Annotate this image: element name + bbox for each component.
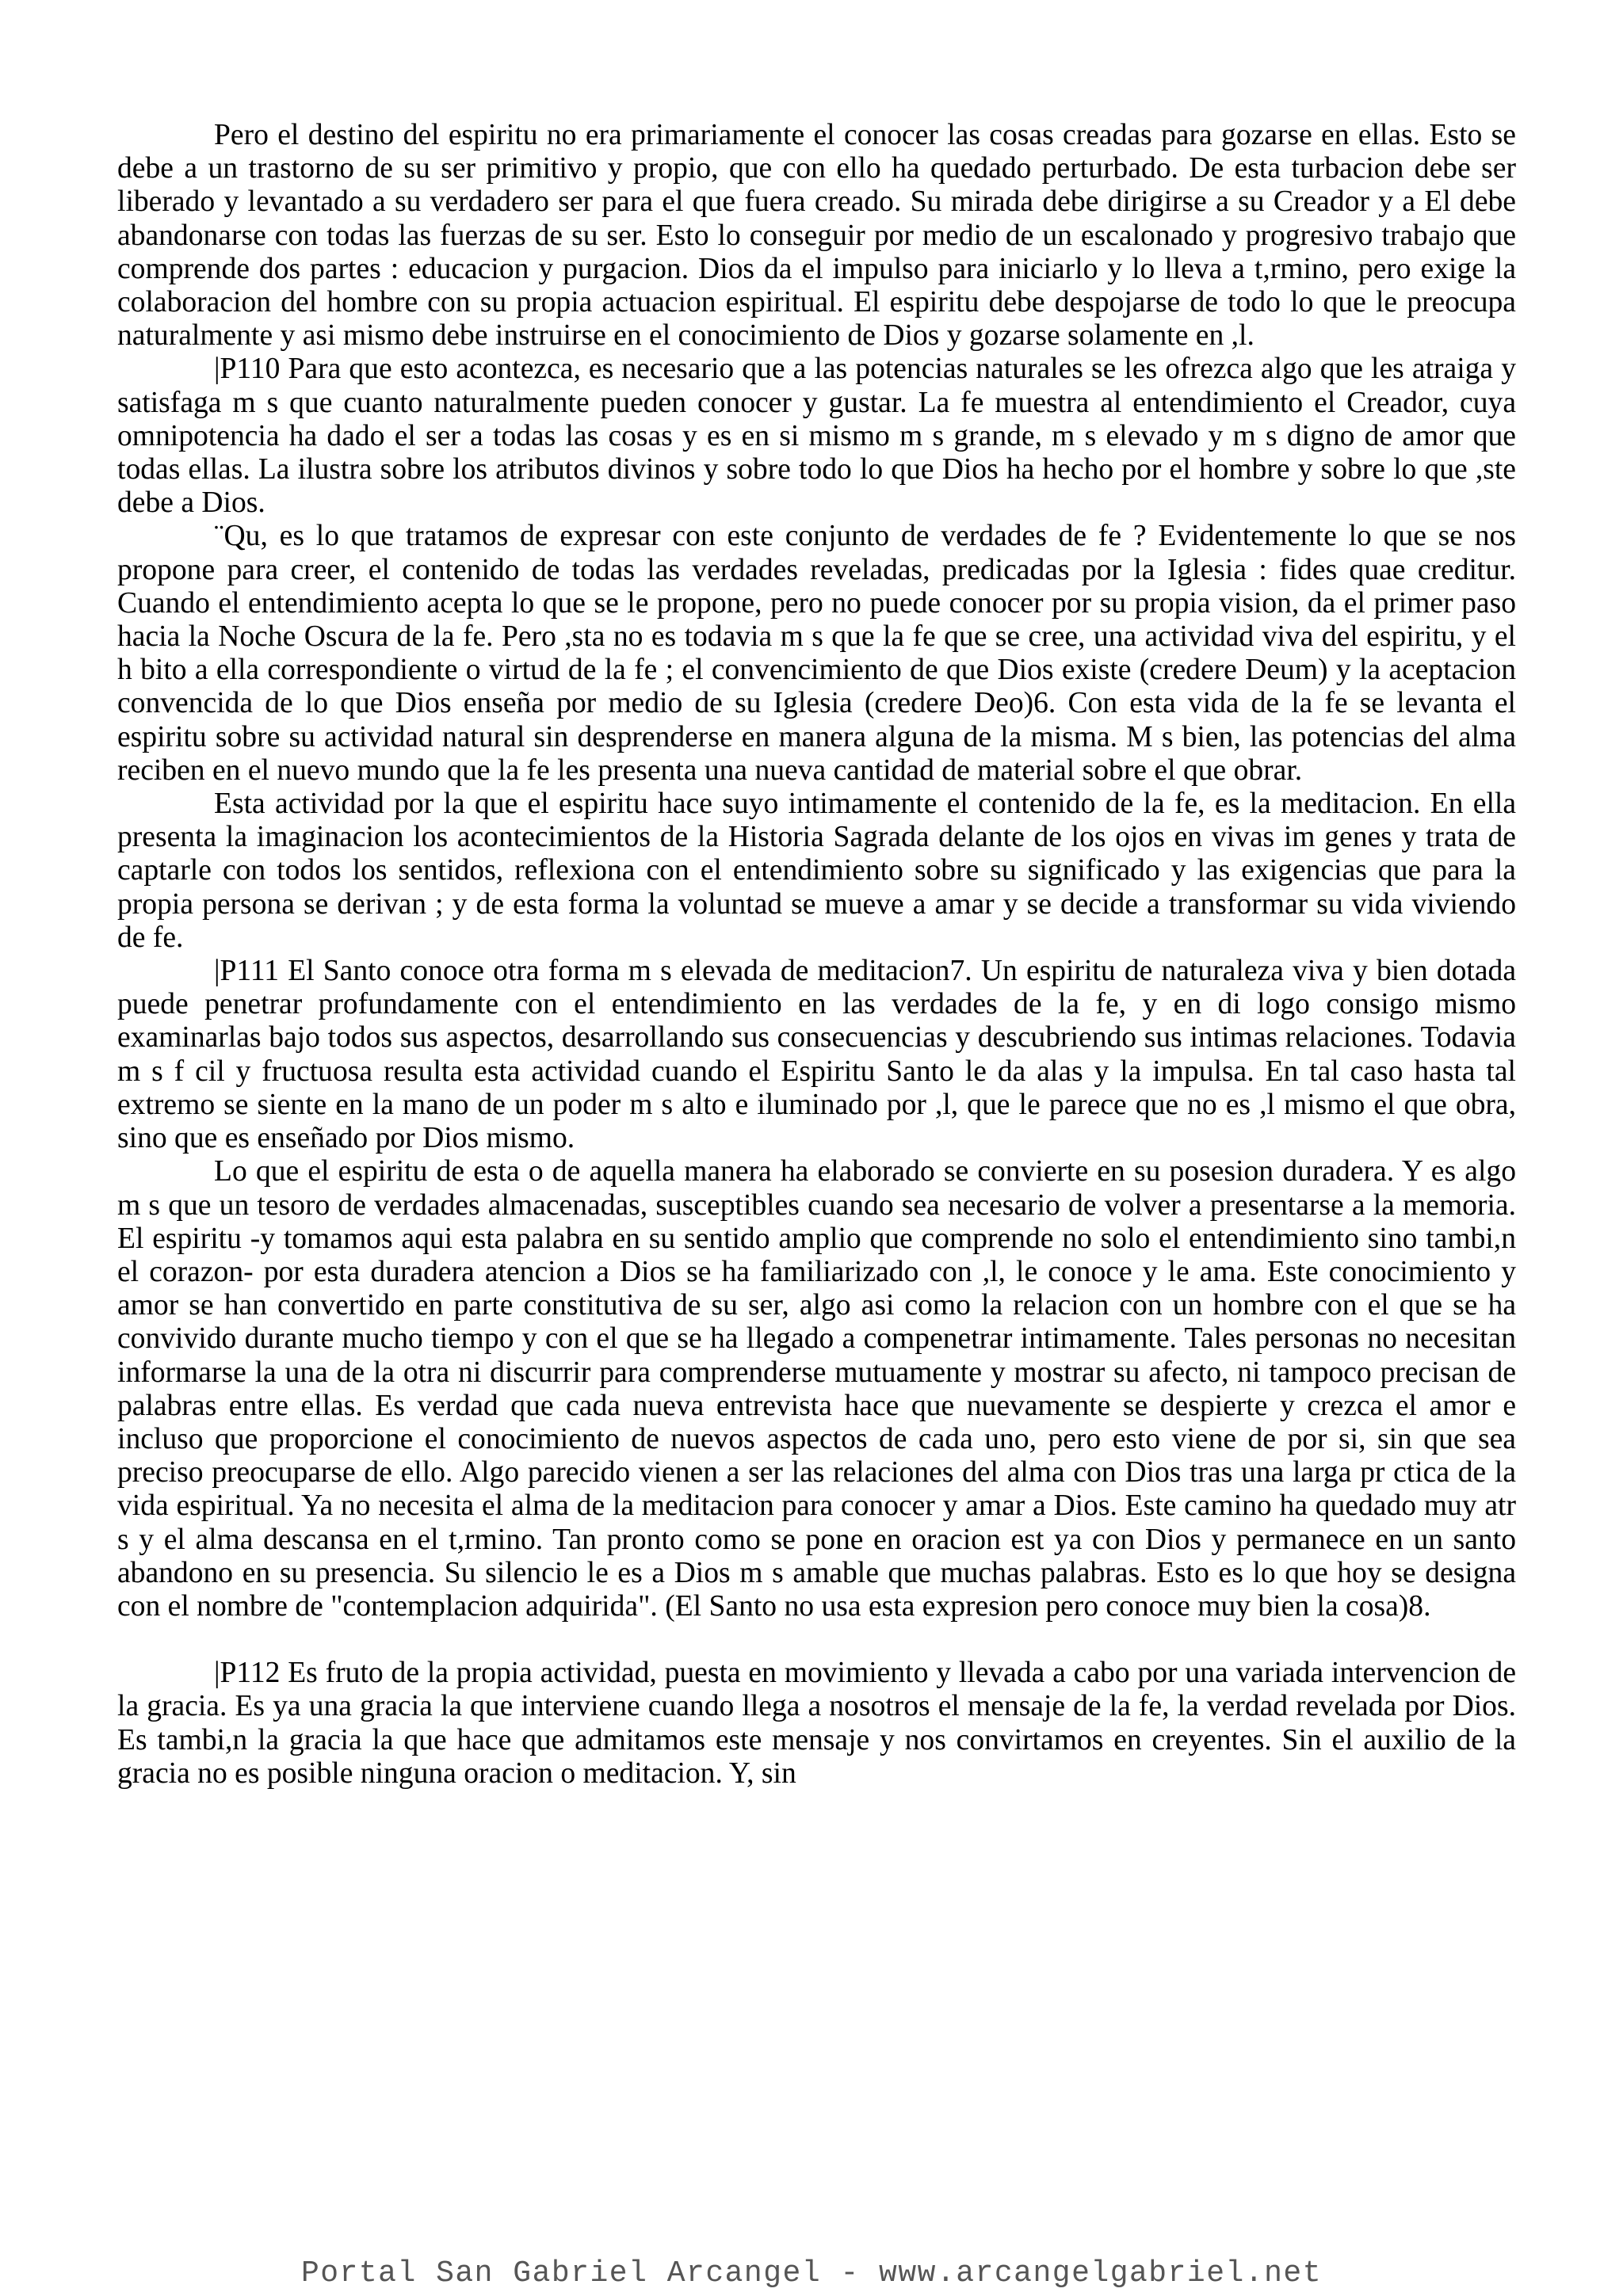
paragraph: Esta actividad por la que el espiritu hace suyo intimamente el contenido de la fe, es la meditacion. En ella presenta la imaginacion los acontecimientos de la Historia Sagrada delante de los ojos en vivas im genes y trata de captarle con todos los sentidos, reflexiona con el entendimiento sobre su significado y las exigencias que para la propia persona se derivan ; y de esta forma la voluntad se mueve a amar y se decide a transformar su vida viviendo de fe. <box>117 788 1516 954</box>
page-footer: Portal San Gabriel Arcangel - www.arcangelgabriel.net <box>300 2256 1323 2290</box>
paragraph: Lo que el espiritu de esta o de aquella manera ha elaborado se convierte en su posesion duradera. Y es algo m s que un tesoro de verdades almacenadas, susceptibles cuando sea necesario de volver a presentarse a la memoria. El espiritu -y tomamos aqui esta palabra en su sentido amplio que comprende no solo el entendimiento sino tambi,n el corazon- por esta duradera atencion a Dios se ha familiarizado con ,l, le conoce y le ama. Este conocimiento y amor se han convertido en parte constitutiva de su ser, algo asi como la relacion con un hombre con el que se ha convivido durante mucho tiempo y con el que se ha llegado a compenetrar intimamente. Tales personas no necesitan informarse la una de la otra ni discurrir para comprenderse mutuamente y mostrar su afecto, ni tampoco precisan de palabras entre ellas. Es verdad que cada nueva entrevista hace que nuevamente se despierte y crezca el amor e incluso que proporcione el conocimiento de nuevos aspectos de cada uno, pero esto viene de por si, sin que sea preciso preocuparse de ello. Algo parecido vienen a ser las relaciones del alma con Dios tras una larga pr ctica de la vida espiritual. Ya no necesita el alma de la meditacion para conocer y amar a Dios. Este camino ha quedado muy atr s y el alma descansa en el t,rmino. Tan pronto como se pone en oracion est ya con Dios y permanece en un santo abandono en su presencia. Su silencio le es a Dios m s amable que muchas palabras. Esto es lo que hoy se designa con el nombre de "contemplacion adquirida". (El Santo no usa esta expresion pero conoce muy bien la cosa)8. <box>117 1155 1516 1623</box>
document-body <box>117 119 1516 1791</box>
paragraph: Pero el destino del espiritu no era primariamente el conocer las cosas creadas para gozarse en ellas. Esto se debe a un trastorno de su ser primitivo y propio, que con ello ha quedado perturbado. De esta turbacion debe ser liberado y levantado a su verdadero ser para el que fuera creado. Su mirada debe dirigirse a su Creador y a El debe abandonarse con todas las fuerzas de su ser. Esto lo conseguir por medio de un escalonado y progresivo trabajo que comprende dos partes : educacion y purgacion. Dios da el impulso para iniciarlo y lo lleva a t,rmino, pero exige la colaboracion del hombre con su propia actuacion espiritual. El espiritu debe despojarse de todo lo que le preocupa naturalmente y asi mismo debe instruirse en el conocimiento de Dios y gozarse solamente en ,l. <box>117 119 1516 353</box>
paragraph: |P111 El Santo conoce otra forma m s elevada de meditacion7. Un espiritu de naturaleza viva y bien dotada puede penetrar profundamente con el entendimiento en las verdades de la fe, y en di logo consigo mismo examinarlas bajo todos sus aspectos, desarrollando sus consecuencias y descubriendo sus intimas relaciones. Todavia m s f cil y fructuosa resulta esta actividad cuando el Espiritu Santo le da alas y la impulsa. En tal caso hasta tal extremo se siente en la mano de un poder m s alto e iluminado por ,l, que le parece que no es ,l mismo el que obra, sino que es enseñado por Dios mismo. <box>117 955 1516 1155</box>
paragraph: |P110 Para que esto acontezca, es necesario que a las potencias naturales se les ofrezca algo que les atraiga y satisfaga m s que cuanto naturalmente pueden conocer y gustar. La fe muestra al entendimiento el Creador, cuya omnipotencia ha dado el ser a todas las cosas y es en si mismo m s grande, m s elevado y m s digno de amor que todas ellas. La ilustra sobre los atributos divinos y sobre todo lo que Dios ha hecho por el hombre y sobre lo que ,ste debe a Dios. <box>117 353 1516 520</box>
paragraph: ¨Qu, es lo que tratamos de expresar con este conjunto de verdades de fe ? Evidentemente lo que se nos propone para creer, el contenido de todas las verdades reveladas, predicadas por la Iglesia : fides quae creditur. Cuando el entendimiento acepta lo que se le propone, pero no puede conocer por su propia vision, da el primer paso hacia la Noche Oscura de la fe. Pero ,sta no es todavia m s que la fe que se cree, una actividad viva del espiritu, y el h bito a ella correspondiente o virtud de la fe ; el convencimiento de que Dios existe (credere Deum) y la aceptacion convencida de lo que Dios enseña por medio de su Iglesia (credere Deo)6. Con esta vida de la fe se levanta el espiritu sobre su actividad natural sin desprenderse en manera alguna de la misma. M s bien, las potencias del alma reciben en el nuevo mundo que la fe les presenta una nueva cantidad de material sobre el que obrar. <box>117 520 1516 787</box>
paragraph: |P112 Es fruto de la propia actividad, puesta en movimiento y llevada a cabo por una variada intervencion de la gracia. Es ya una gracia la que interviene cuando llega a nosotros el mensaje de la fe, la verdad revelada por Dios. Es tambi,n la gracia la que hace que admitamos este mensaje y nos convirtamos en creyentes. Sin el auxilio de la gracia no es posible ninguna oracion o meditacion. Y, sin <box>117 1657 1516 1790</box>
